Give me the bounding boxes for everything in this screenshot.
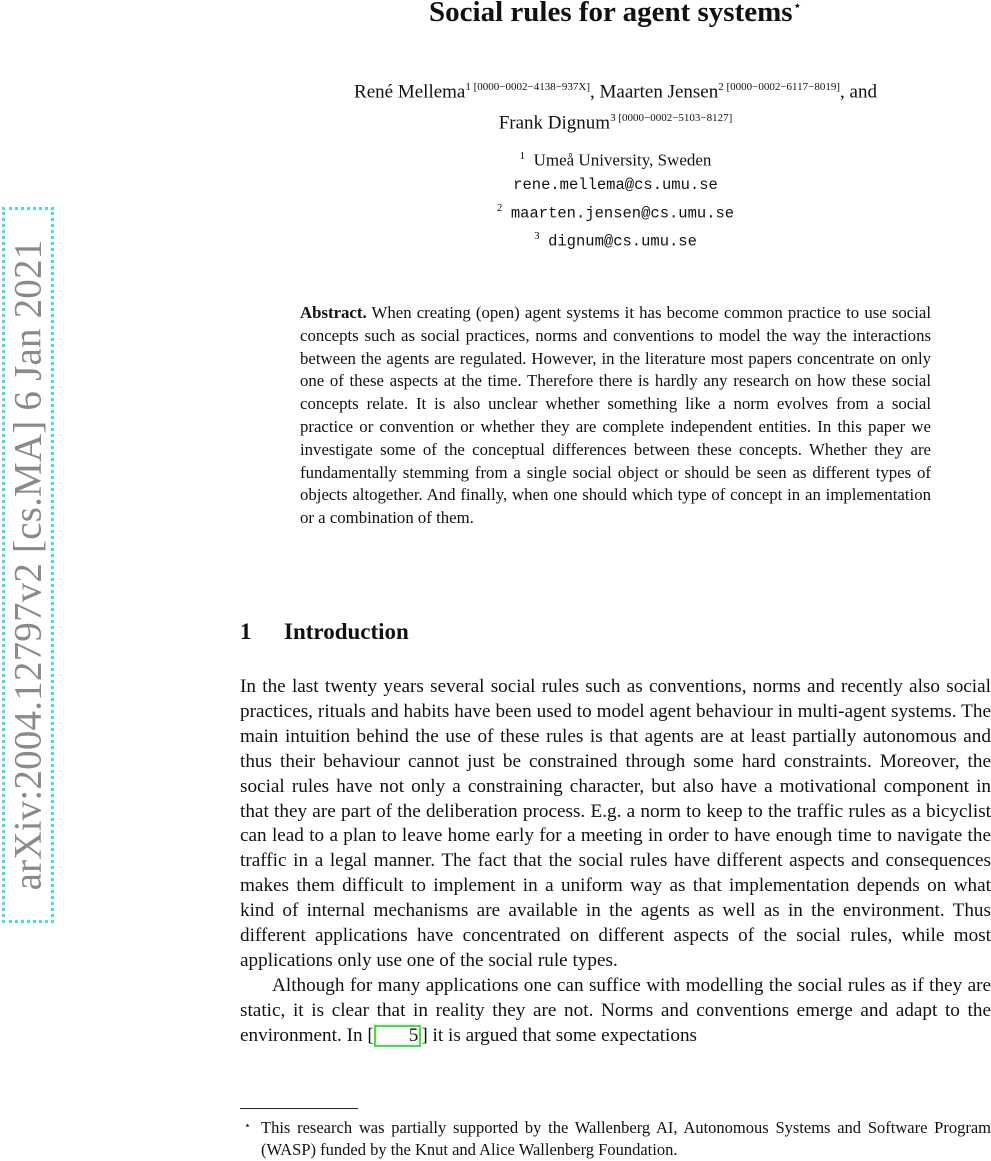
university-name: Umeå University, Sweden (533, 150, 712, 170)
affiliation-line: $^1$ Umeå University, Sweden (519, 150, 712, 170)
body-text (240, 675, 991, 1049)
affiliation-line: $^3$ dignum@cs.umu.se (534, 230, 697, 251)
author-orcid[interactable]: 1 [0000−0002−4138−937X] (465, 81, 591, 93)
section-heading (240, 619, 409, 645)
section-number: 1 (240, 619, 252, 644)
author-name: Frank Dignum (498, 112, 611, 134)
abstract-label: Abstract. (300, 303, 367, 322)
paragraph: In the last twenty years several social rules such as conventions, norms and recently also social practices, rituals and habits have been used to model agent behaviour in multi-agent systems. The main intuition behind the use of these rules is that agents are at least partially autonomous and thus their behaviour cannot just be constrained through some hard constraints. Moreover, the social rules have not only a constraining character, but also have a motivational component in that they are part of the deliberation process. E.g. a norm to keep to the traffic rules as a bicyclist can lead to a plan to leave home early for a meeting in order to have enough time to navigate the traffic in a legal manner. The fact that the social rules have different aspects and consequences makes them difficult to implement in a uniform way as that implementation depends on what kind of internal mechanisms are available in the agents as well as in the environment. Thus different applications have concentrated on different aspects of the social rules, while most applications only use one of the social rule types. (240, 676, 991, 971)
affiliations (240, 145, 991, 254)
email-link[interactable]: dignum@cs.umu.se (548, 232, 697, 251)
affiliation-line (240, 172, 991, 197)
author-name: Maarten Jensen (599, 81, 719, 103)
footnote-divider (240, 1108, 358, 1109)
abstract (300, 302, 931, 530)
arxiv-stamp-text: arXiv:2004.12797v2 [cs.MA] 6 Jan 2021 (6, 239, 50, 891)
abstract-text: When creating (open) agent systems it has become common practice to use social concepts such as social practices, norms and conventions to model the way the interactions between the agents are regulated. However, in the literature most papers concentrate on only one of these aspects at the time. Therefore there is hardly any research on how these social concepts relate. It is also unclear whether something like a norm evolves from a social practice or convention or whether they are complete independent entities. In this paper we investigate some of the conceptual differences between these concepts. Whether they are fundamentally stemming from a single social object or should be seen as different types of objects altogether. And finally, when one should which type of concept in an implementation or a combination of them. (300, 303, 931, 528)
email-link[interactable]: rene.mellema@cs.umu.se (513, 175, 718, 194)
paper-title: Social rules for agent systems⋆ (429, 0, 802, 28)
author-orcid[interactable]: 2 [0000−0002−6117−8019] (718, 81, 841, 93)
arxiv-stamp[interactable] (2, 207, 54, 923)
footnote-text: This research was partially supported by the Wallenberg AI, Autonomous Systems and Software Program (WASP) funded by the Knut and Alice Wallenberg Foundation. (261, 1118, 991, 1159)
paragraph: Although for many applications one can suffice with modelling the social rules as if they are static, it is clear that in reality they are not. Norms and conventions emerge and adapt to the environment. In [ 5 ] it is argued that some expectations (240, 974, 991, 1046)
author-orcid[interactable]: 3 [0000−0002−5103−8127] (610, 112, 733, 125)
author-name: René Mellema (354, 81, 466, 103)
email-link[interactable]: maarten.jensen@cs.umu.se (510, 204, 735, 223)
affiliation-line: $^2$ maarten.jensen@cs.umu.se (496, 201, 735, 223)
title-footnote-mark: ⋆ (792, 0, 802, 15)
footnote-mark: ⋆ (244, 1120, 251, 1132)
author-list: René Mellema$^{1 [0000-0002-4138-937X]}$, Maarten Jensen$^{2 [0000-0002-6117-8019]}$, and Frank Dignum$^{3 [0000-0002-5103-8127]}$ (354, 81, 877, 134)
section-title: Introduction (284, 619, 409, 644)
footnote (240, 1117, 991, 1161)
citation-link[interactable]: 5 (374, 1025, 422, 1047)
